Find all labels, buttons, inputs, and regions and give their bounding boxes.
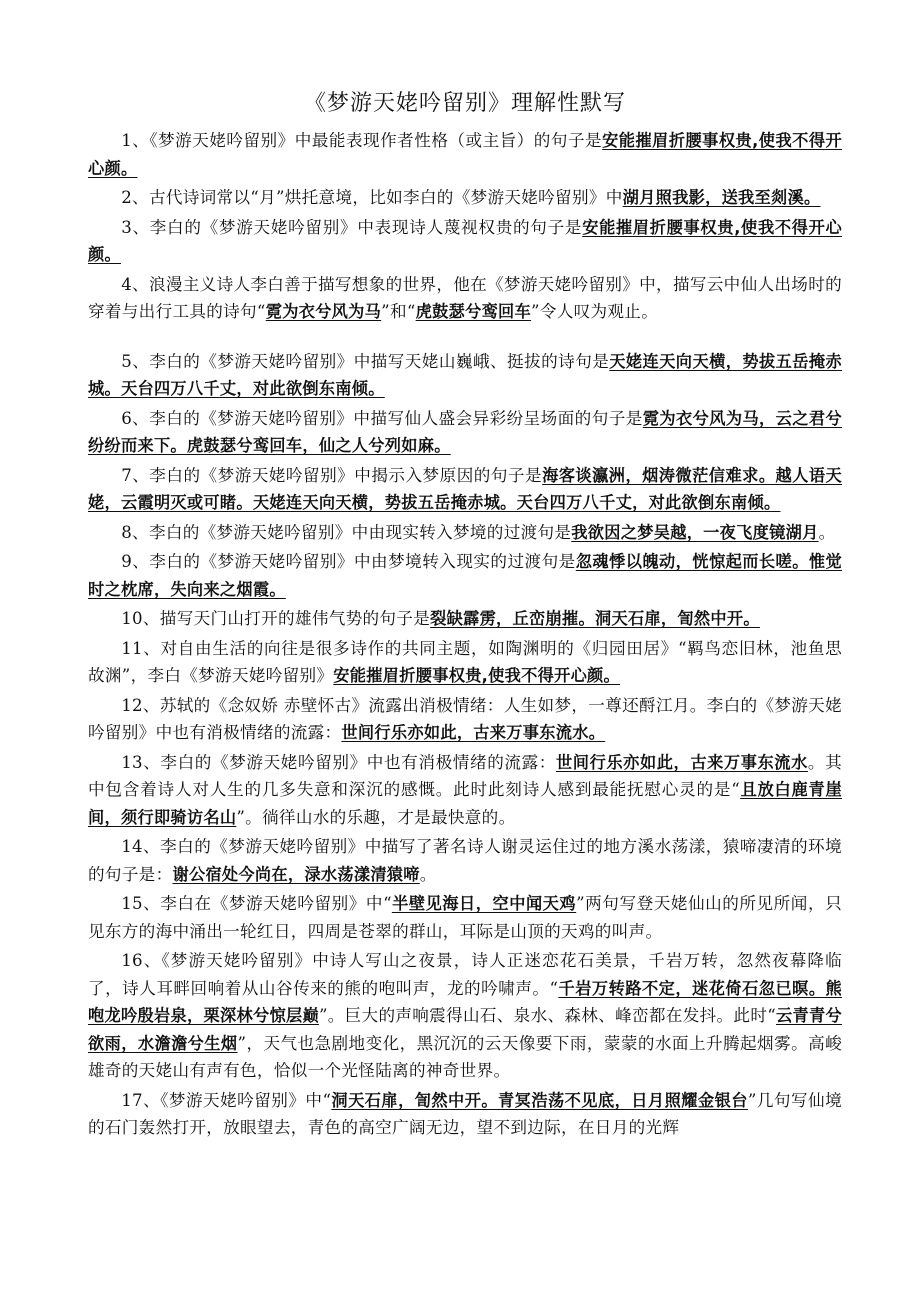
question-item	[88, 890, 842, 945]
prompt-text: 15、李白在《梦游天姥吟留别》中“	[121, 894, 392, 913]
question-item	[88, 635, 842, 690]
prompt-text: ”，天气也急剧地变化，黑沉沉的云天像要下雨，蒙蒙的水面上升腾起烟雾。高峻雄奇的天姥山有声有色，恰似一个光怪陆离的神奇世界。	[88, 1033, 843, 1080]
answer-text: 且放白鹿青崖间，须行即骑访名山	[88, 780, 842, 827]
answer-text: 半壁见海日，空中闻天鸡	[391, 894, 577, 913]
question-item	[88, 127, 842, 182]
answer-text: 湖月照我影，送我至剡溪。	[622, 188, 821, 207]
prompt-text: 7、李白的《梦游天姥吟留别》中揭示入梦原因的句子是	[121, 465, 543, 485]
question-list	[88, 127, 842, 1142]
question-item	[88, 214, 842, 269]
answer-text: 谢公宿处今尚在，渌水荡漾清猿啼	[172, 864, 420, 884]
answer-text: 霓为衣兮风为马	[265, 302, 382, 321]
answer-text: 天姥连天向天横，势拔五岳掩赤城。天台四万八千丈，对此欲倒东南倾。	[88, 351, 842, 398]
answer-text: 世间行乐亦如此，古来万事东流水。	[341, 723, 606, 742]
prompt-text: 1、《梦游天姥吟留别》中最能表现作者性格（或主旨）的句子是	[121, 131, 603, 150]
answer-text: 忽魂悸以魄动，恍惊起而长嗟。惟觉时之枕席，失向来之烟霞。	[88, 552, 842, 599]
prompt-text: 13、李白的《梦游天姥吟留别》中也有消极情绪的流露：	[121, 752, 556, 772]
prompt-text: 9、李白的《梦游天姥吟留别》中由梦境转入现实的过渡句是	[121, 552, 576, 571]
question-item	[88, 405, 842, 460]
prompt-text: ”两句写登天姥仙山的所见所闻，只见东方的海中涌出一轮红日，四周是苍翠的群山，耳际是山顶的天鸡的叫声。	[88, 894, 842, 941]
answer-text: 安能摧眉折腰事权贵,使我不得开心颜。	[88, 131, 842, 178]
answer-text: 裂缺霹雳，丘峦崩摧。洞天石扉，訇然中开。	[430, 609, 760, 628]
question-item	[88, 271, 842, 326]
question-item	[88, 605, 842, 633]
answer-text: 安能摧眉折腰事权贵,使我不得开心颜。	[333, 666, 621, 685]
answer-text: 洞天石扉，訇然中开。青冥浩荡不见底，日月照耀金银台	[331, 1090, 748, 1110]
question-item	[88, 184, 842, 212]
prompt-text: 14、李白的《梦游天姥吟留别》中描写了著名诗人谢灵运住过的地方溪水荡漾，猿啼凄清的环境的句子是：	[88, 837, 842, 884]
answer-text: 千岩万转路不定，迷花倚石忽已暝。熊咆龙吟殷岩泉，栗深林兮惊层巅	[88, 978, 842, 1025]
prompt-text: 3、李白的《梦游天姥吟留别》中表现诗人蔑视权贵的句子是	[121, 217, 583, 237]
answer-text: 世间行乐亦如此，古来万事东流水	[556, 752, 808, 772]
question-item	[88, 1087, 842, 1142]
prompt-text: 10、描写天门山打开的雄伟气势的句子是	[121, 609, 431, 628]
prompt-text: 8、李白的《梦游天姥吟留别》中由现实转入梦境的过渡句是	[121, 522, 572, 542]
prompt-text: ”令人叹为观止。	[531, 302, 659, 321]
prompt-text: 12、苏轼的《念奴娇 赤壁怀古》流露出消极情绪：人生如梦，一尊还酹江月。李白的《梦游天姥吟留别》中也有消极情绪的流露：	[88, 695, 842, 742]
question-item	[88, 749, 842, 832]
prompt-text: 。其中包含着诗人对人生的几多失意和深沉的感慨。此时此刻诗人感到最能抚慰心灵的是“	[88, 752, 842, 799]
answer-text: 我欲因之梦吴越，一夜飞度镜湖月	[571, 522, 819, 542]
document-title: 《梦游天姥吟留别》理解性默写	[303, 91, 626, 116]
question-item	[88, 519, 842, 547]
prompt-text: ”。巨大的声响震得山石、泉水、森林、峰峦都在发抖。此时“	[318, 1006, 776, 1025]
prompt-text: 17、《梦游天姥吟留别》中“	[121, 1090, 332, 1110]
question-item	[88, 833, 842, 888]
prompt-text: 2、古代诗词常以“月”烘托意境，比如李白的《梦游天姥吟留别》中	[121, 188, 623, 207]
answer-text: 云青青兮欲雨，水澹澹兮生烟	[88, 1006, 842, 1053]
answer-text: 安能摧眉折腰事权贵,使我不得开心颜。	[88, 217, 843, 264]
prompt-text: ”几句写仙境的石门轰然打开，放眼望去，青色的高空广阔无边，望不到边际，在日月的光辉	[88, 1090, 842, 1137]
prompt-text: ”。徜徉山水的乐趣，才是最快意的。	[236, 807, 516, 827]
prompt-text: 。	[419, 864, 437, 884]
answer-text: 虎鼓瑟兮鸾回车	[415, 302, 532, 321]
question-item	[88, 462, 842, 517]
prompt-text: 。	[818, 522, 836, 542]
prompt-text: ”和“	[381, 302, 416, 321]
question-item	[88, 692, 842, 747]
prompt-text: 11、对自由生活的向往是很多诗作的共同主题，如陶渊明的《归园田居》“羁鸟恋旧林，池鱼思故渊”，李白《梦游天姥吟留别》	[88, 638, 842, 685]
answer-text: 海客谈瀛洲，烟涛微茫信难求。越人语天姥，云霞明灭或可睹。天姥连天向天横，势拔五岳掩赤城。天台四万八千丈，对此欲倒东南倾。	[88, 465, 842, 512]
question-item	[88, 348, 842, 403]
question-item	[88, 548, 842, 603]
answer-text: 霓为衣兮风为马，云之君兮纷纷而来下。虎鼓瑟兮鸾回车，仙之人兮列如麻。	[88, 408, 842, 455]
prompt-text: 16、《梦游天姥吟留别》中诗人写山之夜景，诗人正迷恋花石美景，千岩万转，忽然夜幕降临了，诗人耳畔回响着从山谷传来的熊的咆叫声，龙的吟啸声。“	[88, 951, 842, 998]
prompt-text: 6、李白的《梦游天姥吟留别》中描写仙人盛会异彩纷呈场面的句子是	[121, 408, 643, 428]
prompt-text: 5、李白的《梦游天姥吟留别》中描写天姥山巍峨、挺拔的诗句是	[121, 351, 610, 371]
question-item	[88, 947, 842, 1085]
prompt-text: 4、浪漫主义诗人李白善于描写想象的世界，他在《梦游天姥吟留别》中，描写云中仙人出场时的穿着与出行工具的诗句“	[88, 274, 842, 321]
